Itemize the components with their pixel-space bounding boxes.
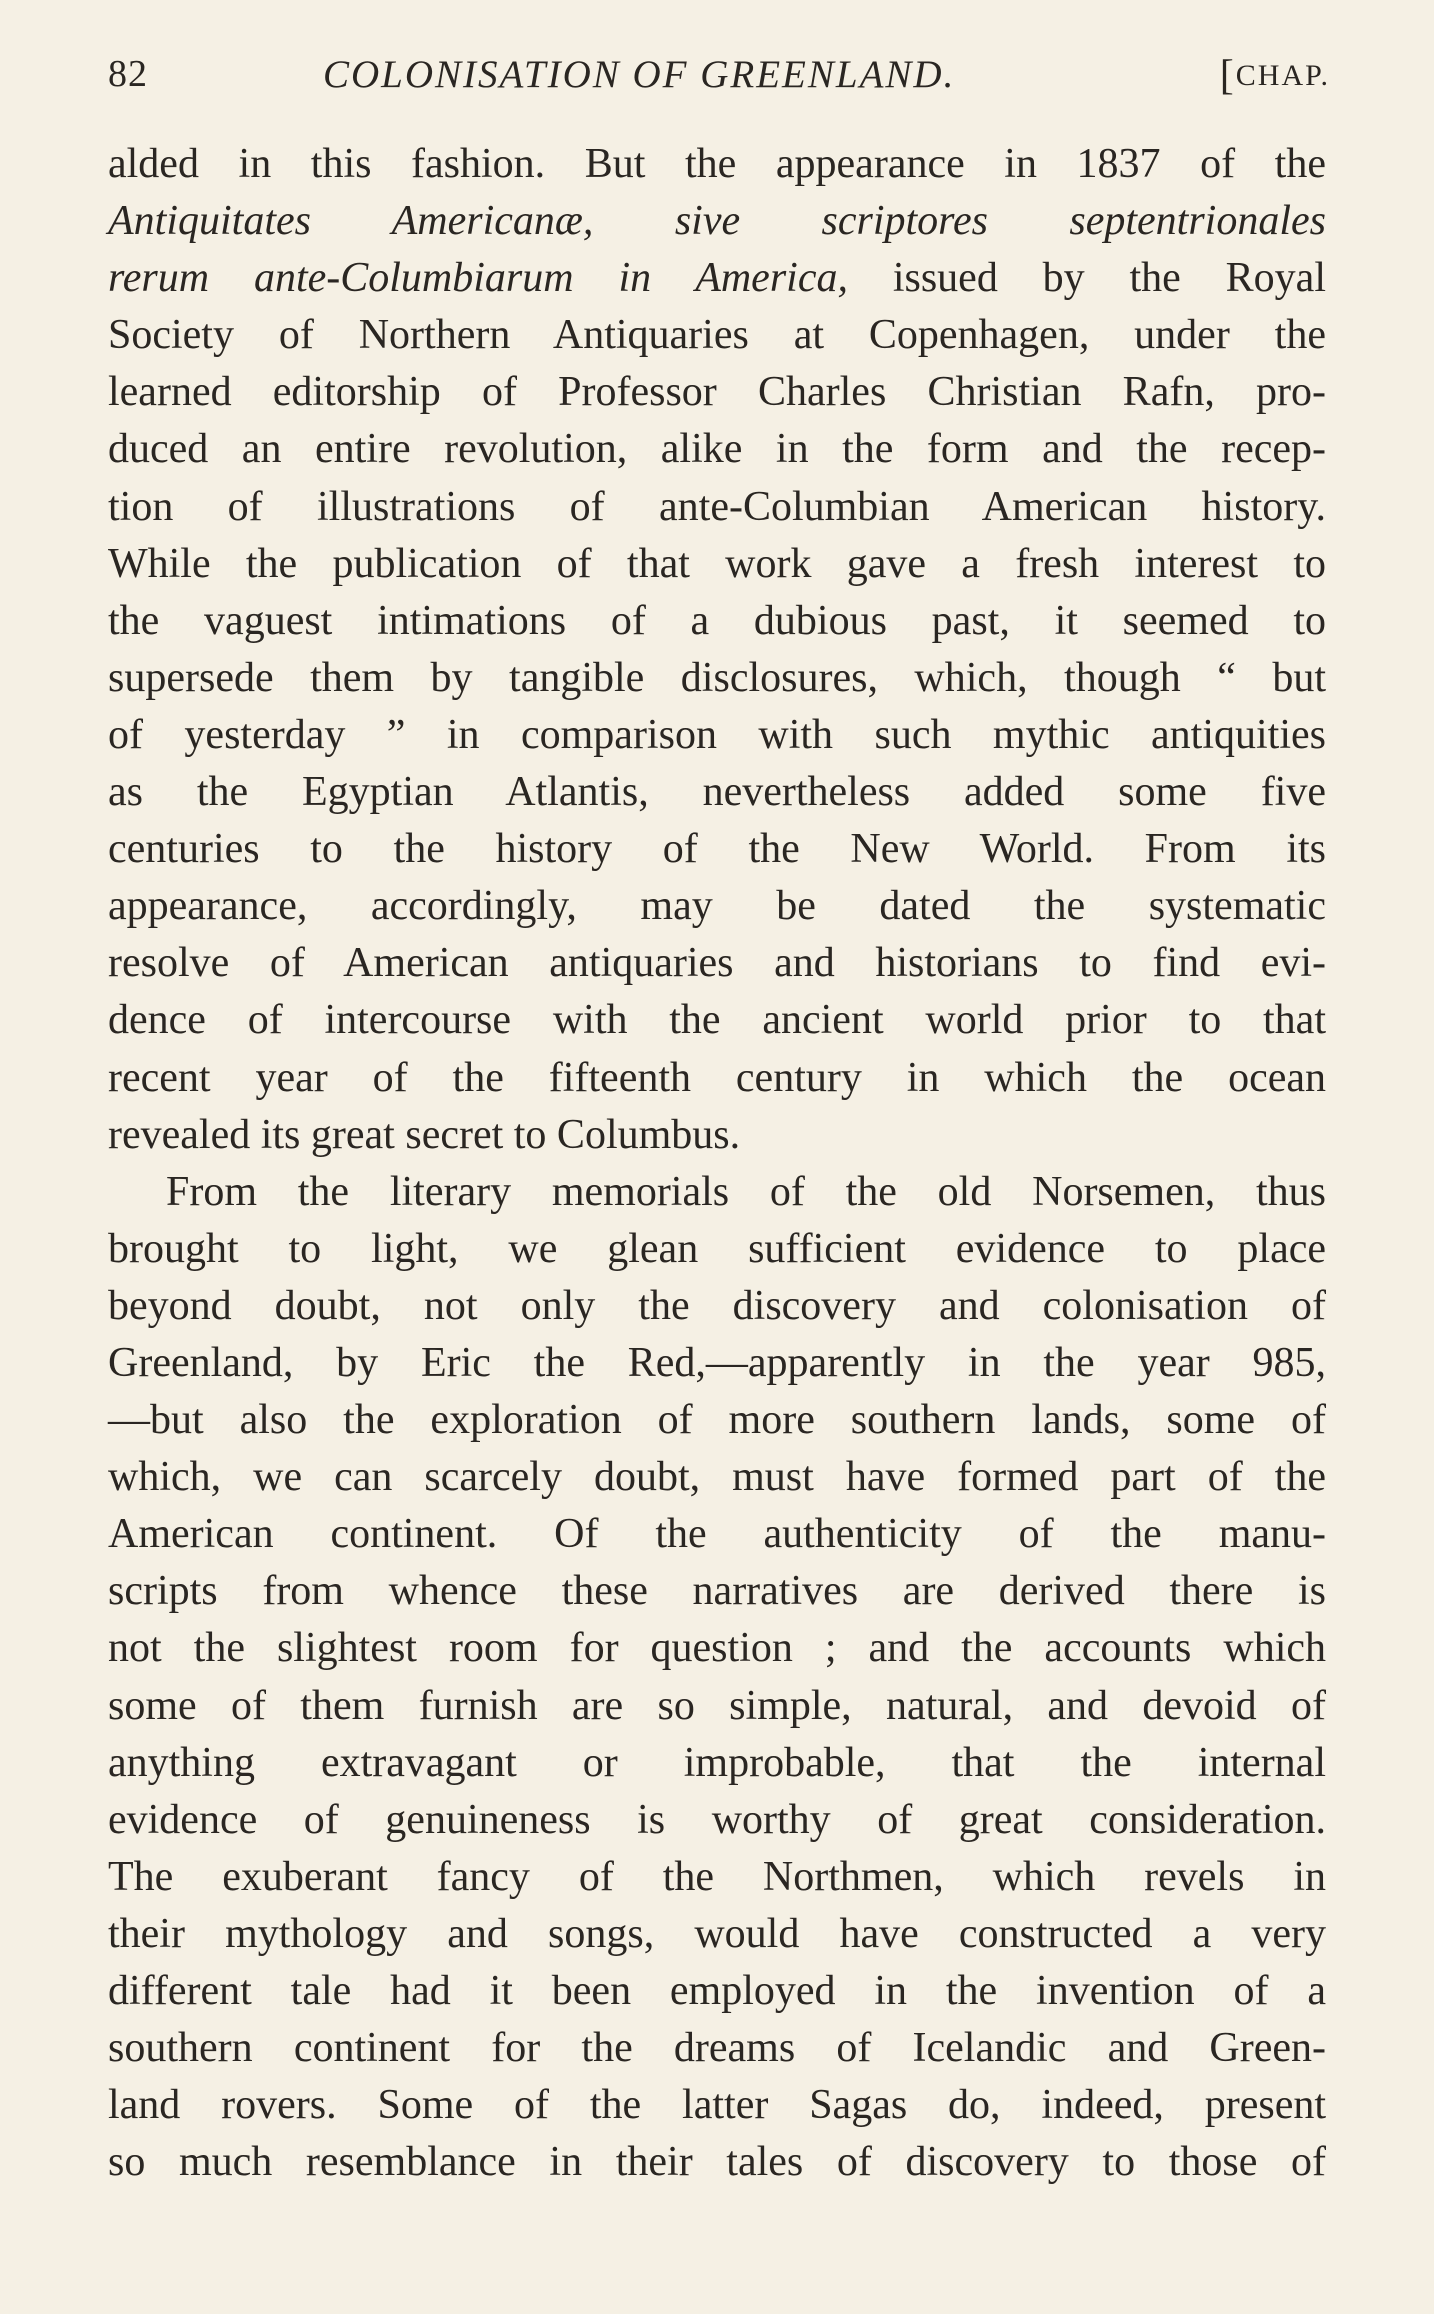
text-line: land rovers. Some of the latter Sagas do, indeed, present — [108, 2082, 1326, 2129]
text-line: Society of Northern Antiquaries at Copenhagen, under the — [108, 312, 1326, 359]
text-line: of yesterday ” in comparison with such mythic antiquities — [108, 711, 1326, 758]
chapter-bracket: [ — [1219, 53, 1236, 99]
page-number: 82 — [108, 53, 148, 95]
text-line: —but also the exploration of more southern lands, some of — [108, 1397, 1326, 1444]
text-line: alded in this fashion. But the appearance in 1837 of the — [108, 141, 1326, 187]
chapter-mark — [1220, 52, 1330, 100]
text-line: the vaguest intimations of a dubious past, it seemed to — [108, 597, 1326, 644]
body-text — [108, 136, 1326, 2191]
text-line: dence of intercourse with the ancient world prior to that — [108, 997, 1326, 1044]
text-line: American continent. Of the authenticity of the manu- — [108, 1511, 1326, 1558]
text-line: resolve of American antiquaries and historians to find evi- — [108, 940, 1326, 987]
text-line: not the slightest room for question ; and the accounts which — [108, 1625, 1326, 1672]
text-line: While the publication of that work gave a fresh interest to — [108, 540, 1326, 587]
page-header — [108, 52, 1330, 112]
text-line: different tale had it been employed in the invention of a — [108, 1968, 1326, 2014]
paragraph-start-line: From the literary memorials of the old Norsemen, thus — [166, 1168, 1326, 1215]
text-line: which, we can scarcely doubt, must have formed part of the — [108, 1454, 1326, 1501]
text-line: as the Egyptian Atlantis, nevertheless added some five — [108, 769, 1326, 816]
text-line: beyond doubt, not only the discovery and colonisation of — [108, 1282, 1326, 1329]
text-line: brought to light, we glean sufficient evidence to place — [108, 1225, 1326, 1272]
text-line: recent year of the fifteenth century in which the ocean — [108, 1054, 1326, 1101]
text-line: learned editorship of Professor Charles Christian Rafn, pro- — [108, 369, 1326, 416]
text-line: supersede them by tangible disclosures, which, though “ but — [108, 654, 1326, 701]
text-line: their mythology and songs, would have constructed a very — [108, 1910, 1326, 1957]
italic-title-segment: rerum ante-Columbiarum in America, — [108, 255, 848, 302]
text-line: tion of illustrations of ante-Columbian American history. — [108, 483, 1326, 530]
text-line: some of them furnish are so simple, natural, and devoid of — [108, 1682, 1326, 1729]
text-line: duced an entire revolution, alike in the form and the recep- — [108, 426, 1326, 473]
paragraph-end-line: revealed its great secret to Columbus. — [108, 1111, 741, 1158]
text-line: Greenland, by Eric the Red,—apparently in the year 985, — [108, 1339, 1326, 1386]
text-line: anything extravagant or improbable, that the internal — [108, 1739, 1326, 1786]
text-line: centuries to the history of the New World. From its — [108, 826, 1326, 873]
text-line: The exuberant fancy of the Northmen, which revels in — [108, 1853, 1326, 1900]
running-title: COLONISATION OF GREENLAND. — [323, 53, 956, 96]
text-line: scripts from whence these narratives are derived there is — [108, 1568, 1326, 1615]
text-line — [108, 250, 1326, 307]
text-line: evidence of genuineness is worthy of great consideration. — [108, 1796, 1326, 1843]
chapter-label: CHAP. — [1235, 59, 1330, 92]
text-line: so much resemblance in their tales of discovery to those of — [108, 2139, 1326, 2186]
text-line: appearance, accordingly, may be dated the systematic — [108, 883, 1326, 930]
text-line-italic-title: Antiquitates Americanæ, sive scriptores septentrionales — [108, 198, 1326, 245]
text-segment: issued by the Royal — [847, 255, 1326, 302]
text-line: southern continent for the dreams of Icelandic and Green- — [108, 2025, 1326, 2072]
